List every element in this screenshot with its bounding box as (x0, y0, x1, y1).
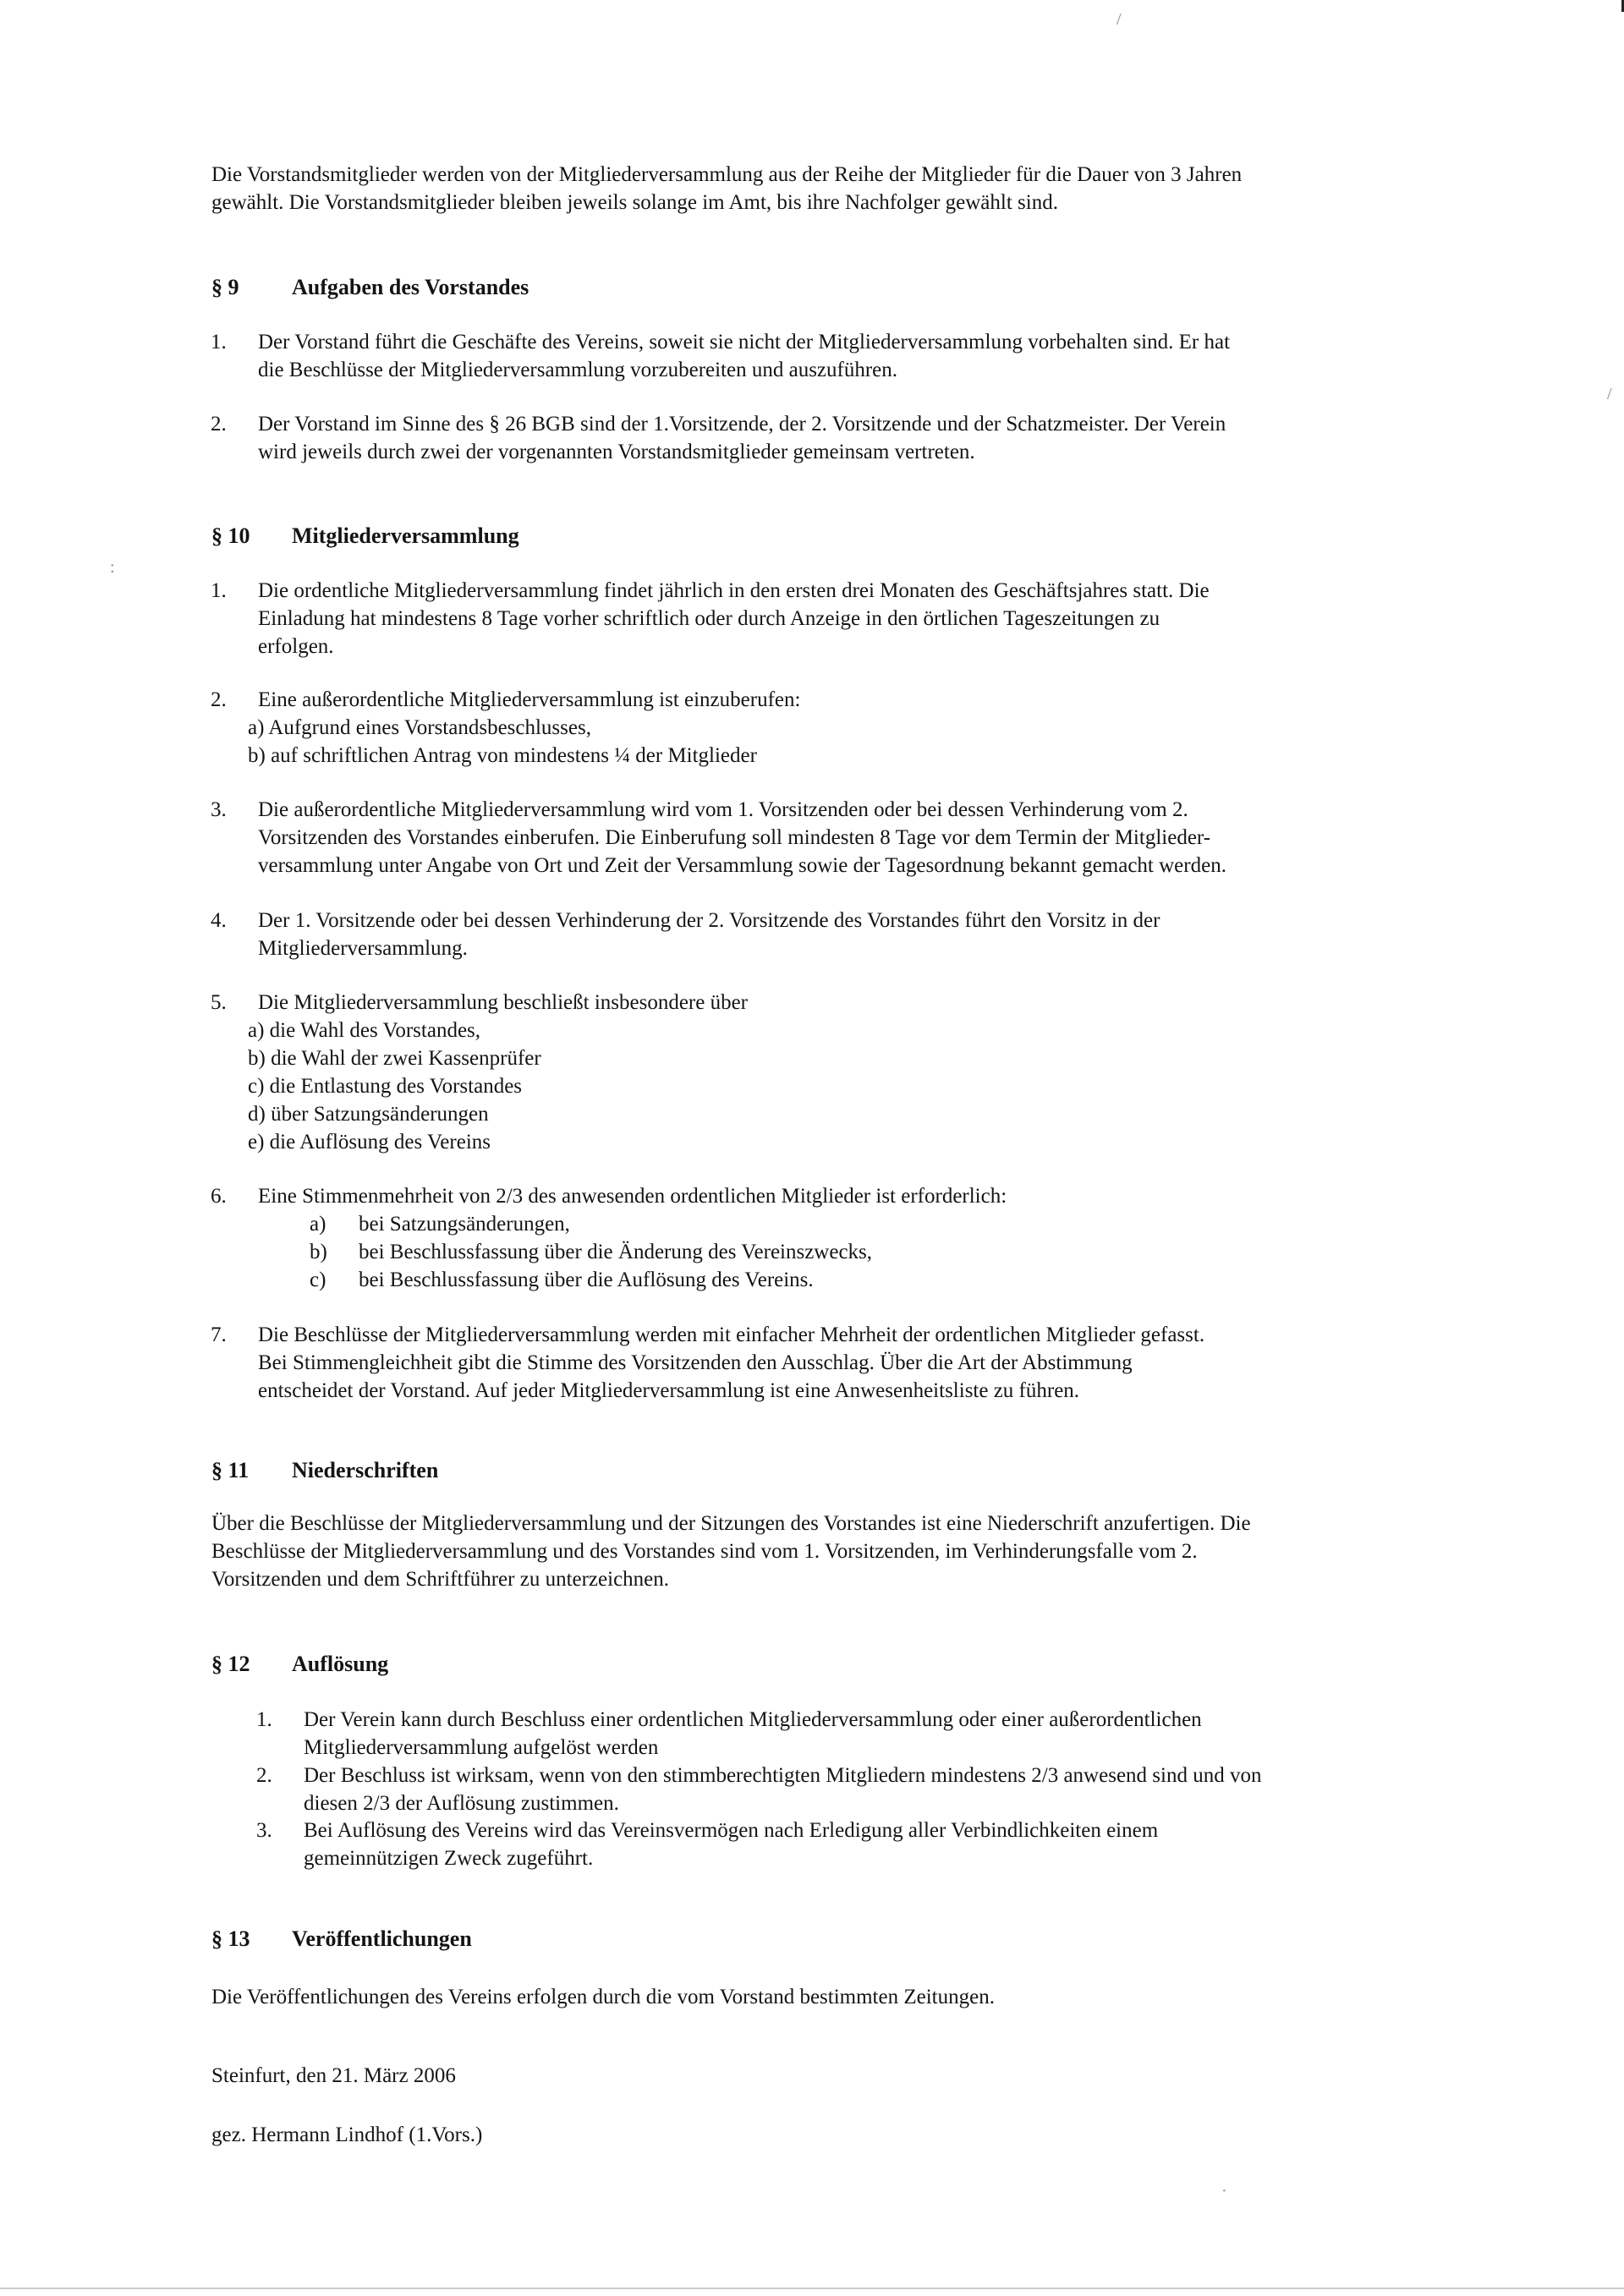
section-12-item-1 (256, 1706, 1471, 1762)
item-line: diesen 2/3 der Auflösung zustimmen. (304, 1792, 619, 1815)
section-10-number: § 10 (211, 523, 250, 548)
item-line: versammlung unter Angabe von Ort und Zeit der Versammlung sowie der Tagesordnung bekannt gemacht werden. (258, 854, 1226, 877)
section-9-title: Aufgaben des Vorstandes (292, 275, 529, 299)
sub-item-label: c) (310, 1269, 326, 1291)
item-line: c) die Entlastung des Vorstandes (248, 1075, 523, 1098)
section-12-title: Auflösung (292, 1652, 389, 1676)
item-line: Eine außerordentliche Mitgliederversammlung ist einzuberufen: (258, 688, 801, 711)
item-number: 1. (211, 579, 227, 602)
section-10-title: Mitgliederversammlung (292, 523, 519, 548)
item-line: Mitgliederversammlung aufgelöst werden (304, 1736, 659, 1759)
item-line: Einladung hat mindestens 8 Tage vorher schriftlich oder durch Anzeige in den örtlichen Tageszeitungen zu (258, 607, 1160, 630)
item-number: 2. (211, 688, 227, 711)
sub-item-text: bei Beschlussfassung über die Auflösung des Vereins. (359, 1269, 814, 1291)
section-11-title: Niederschriften (292, 1458, 439, 1482)
item-line: d) über Satzungsänderungen (248, 1103, 489, 1126)
item-number: 6. (211, 1185, 227, 1208)
item-line: Eine Stimmenmehrheit von 2/3 des anwesenden ordentlichen Mitglieder ist erforderlich: (258, 1185, 1007, 1208)
section-10-item-5 (211, 989, 1425, 1156)
section-13-paragraph (211, 1983, 1413, 2011)
section-10-item-7 (211, 1321, 1425, 1405)
item-line: a) Aufgrund eines Vorstandsbeschlusses, (248, 716, 591, 739)
sub-item-text: bei Satzungsänderungen, (359, 1213, 570, 1236)
section-10-item-1 (211, 577, 1425, 660)
item-number: 3. (211, 798, 227, 821)
section-11-number: § 11 (211, 1458, 250, 1482)
sub-item-text: bei Beschlussfassung über die Änderung des Vereinszwecks, (359, 1241, 873, 1263)
paragraph-line: Die Veröffentlichungen des Vereins erfolgen durch die vom Vorstand bestimmten Zeitungen. (211, 1986, 995, 2008)
item-line: entscheidet der Vorstand. Auf jeder Mitgliederversammlung ist eine Anwesenheitsliste zu führen. (258, 1379, 1080, 1402)
item-line: b) die Wahl der zwei Kassenprüfer (248, 1047, 541, 1070)
item-line: wird jeweils durch zwei der vorgenannten Vorstandsmitglieder gemeinsam vertreten. (258, 441, 975, 463)
sub-item-b (258, 1238, 1425, 1266)
item-line: Die Beschlüsse der Mitgliederversammlung werden mit einfacher Mehrheit der ordentlichen Mitglieder gefasst. (258, 1323, 1205, 1346)
item-line: Die ordentliche Mitgliederversammlung findet jährlich in den ersten drei Monaten des Geschäftsjahres statt. Die (258, 579, 1210, 602)
section-9-item-1 (211, 328, 1425, 384)
item-line: Der Vorstand führt die Geschäfte des Vereins, soweit sie nicht der Mitgliederversammlung vorbehalten sind. Er hat (258, 331, 1231, 353)
item-line: Der Verein kann durch Beschluss einer ordentlichen Mitgliederversammlung oder einer außerordentlichen (304, 1708, 1202, 1731)
sub-item-a (258, 1210, 1425, 1238)
section-10-item-2 (211, 686, 1425, 770)
item-line: erfolgen. (258, 635, 334, 658)
section-12-item-2 (256, 1762, 1471, 1817)
item-number: 2. (211, 413, 227, 436)
scan-speck: / (1607, 385, 1612, 403)
intro-line-2: gewählt. Die Vorstandsmitglieder bleiben jeweils solange im Amt, bis ihre Nachfolger gewählt sind. (211, 191, 1058, 214)
sub-item-c (258, 1266, 1425, 1294)
item-number: 2. (256, 1764, 272, 1787)
paragraph-line: Über die Beschlüsse der Mitgliederversammlung und der Sitzungen des Vorstandes ist eine Niederschrift anzufertigen. Die (211, 1512, 1251, 1535)
item-number: 1. (256, 1708, 272, 1731)
item-line: Der 1. Vorsitzende oder bei dessen Verhinderung der 2. Vorsitzende des Vorstandes führt den Vorsitz in der (258, 909, 1160, 932)
item-line: Bei Auflösung des Vereins wird das Vereinsvermögen nach Erledigung aller Verbindlichkeiten einem (304, 1819, 1159, 1842)
section-10-item-4 (211, 907, 1425, 962)
item-line: Vorsitzenden des Vorstandes einberufen. Die Einberufung soll mindesten 8 Tage vor dem Termin der Mitglieder- (258, 826, 1211, 849)
section-9-number: § 9 (211, 275, 239, 299)
section-13-number: § 13 (211, 1926, 250, 1951)
place-date (211, 2062, 1413, 2090)
section-11-paragraph (211, 1510, 1413, 1593)
section-13-title: Veröffentlichungen (292, 1926, 472, 1951)
section-12-number: § 12 (211, 1652, 250, 1676)
sub-item-label: b) (310, 1241, 327, 1263)
section-10-item-3 (211, 796, 1425, 879)
item-line: b) auf schriftlichen Antrag von mindestens ¼ der Mitglieder (248, 744, 757, 767)
item-number: 7. (211, 1323, 227, 1346)
item-line: Die außerordentliche Mitgliederversammlung wird vom 1. Vorsitzenden oder bei dessen Verhinderung vom 2. (258, 798, 1188, 821)
section-9-item-2 (211, 410, 1425, 466)
signature (211, 2121, 1413, 2149)
item-line: Bei Stimmengleichheit gibt die Stimme des Vorsitzenden den Ausschlag. Über die Art der Abstimmung (258, 1351, 1133, 1374)
item-line: Die Mitgliederversammlung beschließt insbesondere über (258, 991, 749, 1014)
scan-speck: : (110, 558, 115, 577)
signature-text: gez. Hermann Lindhof (1.Vors.) (211, 2123, 483, 2146)
item-line: Der Vorstand im Sinne des § 26 BGB sind der 1.Vorsitzende, der 2. Vorsitzende und der Schatzmeister. Der Verein (258, 413, 1226, 436)
section-10-item-6 (211, 1182, 1425, 1294)
item-line: Mitgliederversammlung. (258, 937, 468, 960)
intro-paragraph (211, 161, 1413, 216)
section-12-item-3 (256, 1817, 1471, 1872)
scan-bottom-edge (0, 2288, 1624, 2289)
sub-item-label: a) (310, 1213, 326, 1236)
item-line: Der Beschluss ist wirksam, wenn von den stimmberechtigten Mitgliedern mindestens 2/3 anwesend sind und von (304, 1764, 1262, 1787)
scan-speck: / (1116, 10, 1122, 29)
item-line: a) die Wahl des Vorstandes, (248, 1019, 481, 1042)
intro-line-1: Die Vorstandsmitglieder werden von der Mitgliederversammlung aus der Reihe der Mitglieder für die Dauer von 3 Jahren (211, 163, 1243, 186)
item-line: gemeinnützigen Zweck zugeführt. (304, 1847, 594, 1870)
scan-speck: · (1221, 2182, 1227, 2200)
paragraph-line: Vorsitzenden und dem Schriftführer zu unterzeichnen. (211, 1568, 670, 1591)
item-number: 5. (211, 991, 227, 1014)
item-line: die Beschlüsse der Mitgliederversammlung vorzubereiten und auszuführen. (258, 359, 898, 381)
place-date-text: Steinfurt, den 21. März 2006 (211, 2064, 456, 2087)
item-number: 1. (211, 331, 227, 353)
paragraph-line: Beschlüsse der Mitgliederversammlung und des Vorstandes sind vom 1. Vorsitzenden, im Verhinderungsfalle vom 2. (211, 1540, 1198, 1563)
item-number: 4. (211, 909, 227, 932)
item-line: e) die Auflösung des Vereins (248, 1131, 491, 1153)
item-number: 3. (256, 1819, 272, 1842)
